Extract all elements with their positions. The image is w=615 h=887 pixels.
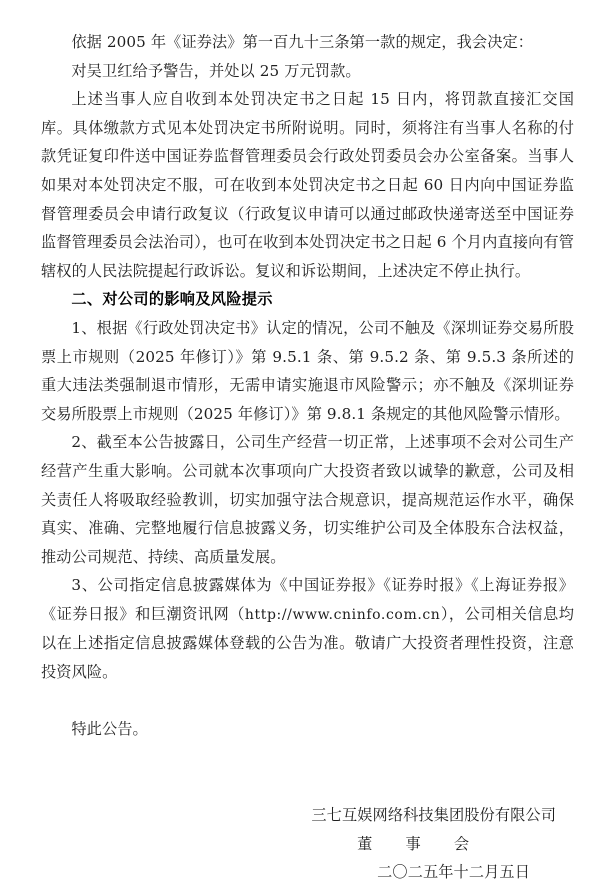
vertical-spacer-3 <box>41 772 574 801</box>
vertical-spacer-2 <box>41 744 574 773</box>
signature-date: 二〇二五年十二月五日 <box>377 863 530 882</box>
paragraph-penalty-decision: 对吴卫红给予警告，并处以 25 万元罚款。 <box>71 61 361 80</box>
vertical-spacer <box>41 687 574 716</box>
signature-company-name: 三七互娱网络科技集团股份有限公司 <box>311 806 556 825</box>
list-item-disclosure-media <box>41 571 574 686</box>
cninfo-url: http://www.cninfo.com.cn <box>244 606 441 623</box>
section-heading-impact-and-risk: 二、对公司的影响及风险提示 <box>71 290 273 309</box>
list-item-delisting-assessment: 1、根据《行政处罚决定书》认定的情况，公司不触及《深圳证券交易所股票上市规则（2025 年修订）》第 9.5.1 条、第 9.5.2 条、第 9.5.3 条所述的重大违法类强制退市情形，无需申请实施退市风险警示；亦不触及《深圳证券交易所股票上市规则（2025 年修订）》第 9.8.1 条规定的其他风险警示情形。 <box>41 318 574 423</box>
signature-board-of-directors: 董 事 会 <box>357 834 478 853</box>
closing-statement: 特此公告。 <box>71 720 148 739</box>
paragraph-penalty-basis: 依据 2005 年《证券法》第一百九十三条第一款的规定，我会决定： <box>71 33 534 51</box>
document-body <box>41 28 574 887</box>
list-item-operations-normal: 2、截至本公告披露日，公司生产经营一切正常，上述事项不会对公司生产经营产生重大影响。公司就本次事项向广大投资者致以诚挚的歉意，公司及相关责任人将吸取经验教训，切实加强守法合规意识，提高规范运作水平，确保真实、准确、完整地履行信息披露义务，切实维护公司及全体股东合法权益，推动公司规范、持续、高质量发展。 <box>41 433 574 566</box>
paragraph-payment-and-appeal: 上述当事人应自收到本处罚决定书之日起 15 日内，将罚款直接汇交国库。具体缴款方式见本处罚决定书所附说明。同时，须将注有当事人名称的付款凭证复印件送中国证券监督管理委员会行政处罚委员会办公室备案。当事人如果对本处罚决定不服，可在收到本处罚决定书之日起 60 日内向中国证券监督管理委员会申请行政复议（行政复议申请可以通过邮政快递寄送至中国证券监督管理委员会法治司），也可在收到本处罚决定书之日起 6 个月内直接向有管辖权的人民法院提起行政诉讼。复议和诉讼期间，上述决定不停止执行。 <box>41 90 574 280</box>
disclosure-media-text-after-url: ），公司相关信息均以在上述指定信息披露媒体登载的公告为准。敬请广大投资者理性投资，注意投资风险。 <box>41 604 574 682</box>
signature-block <box>41 801 574 887</box>
disclosure-media-text-before-url: 3、公司指定信息披露媒体为《中国证券报》《证券时报》《上海证券报》《证券日报》和巨潮资讯网（ <box>41 576 574 623</box>
